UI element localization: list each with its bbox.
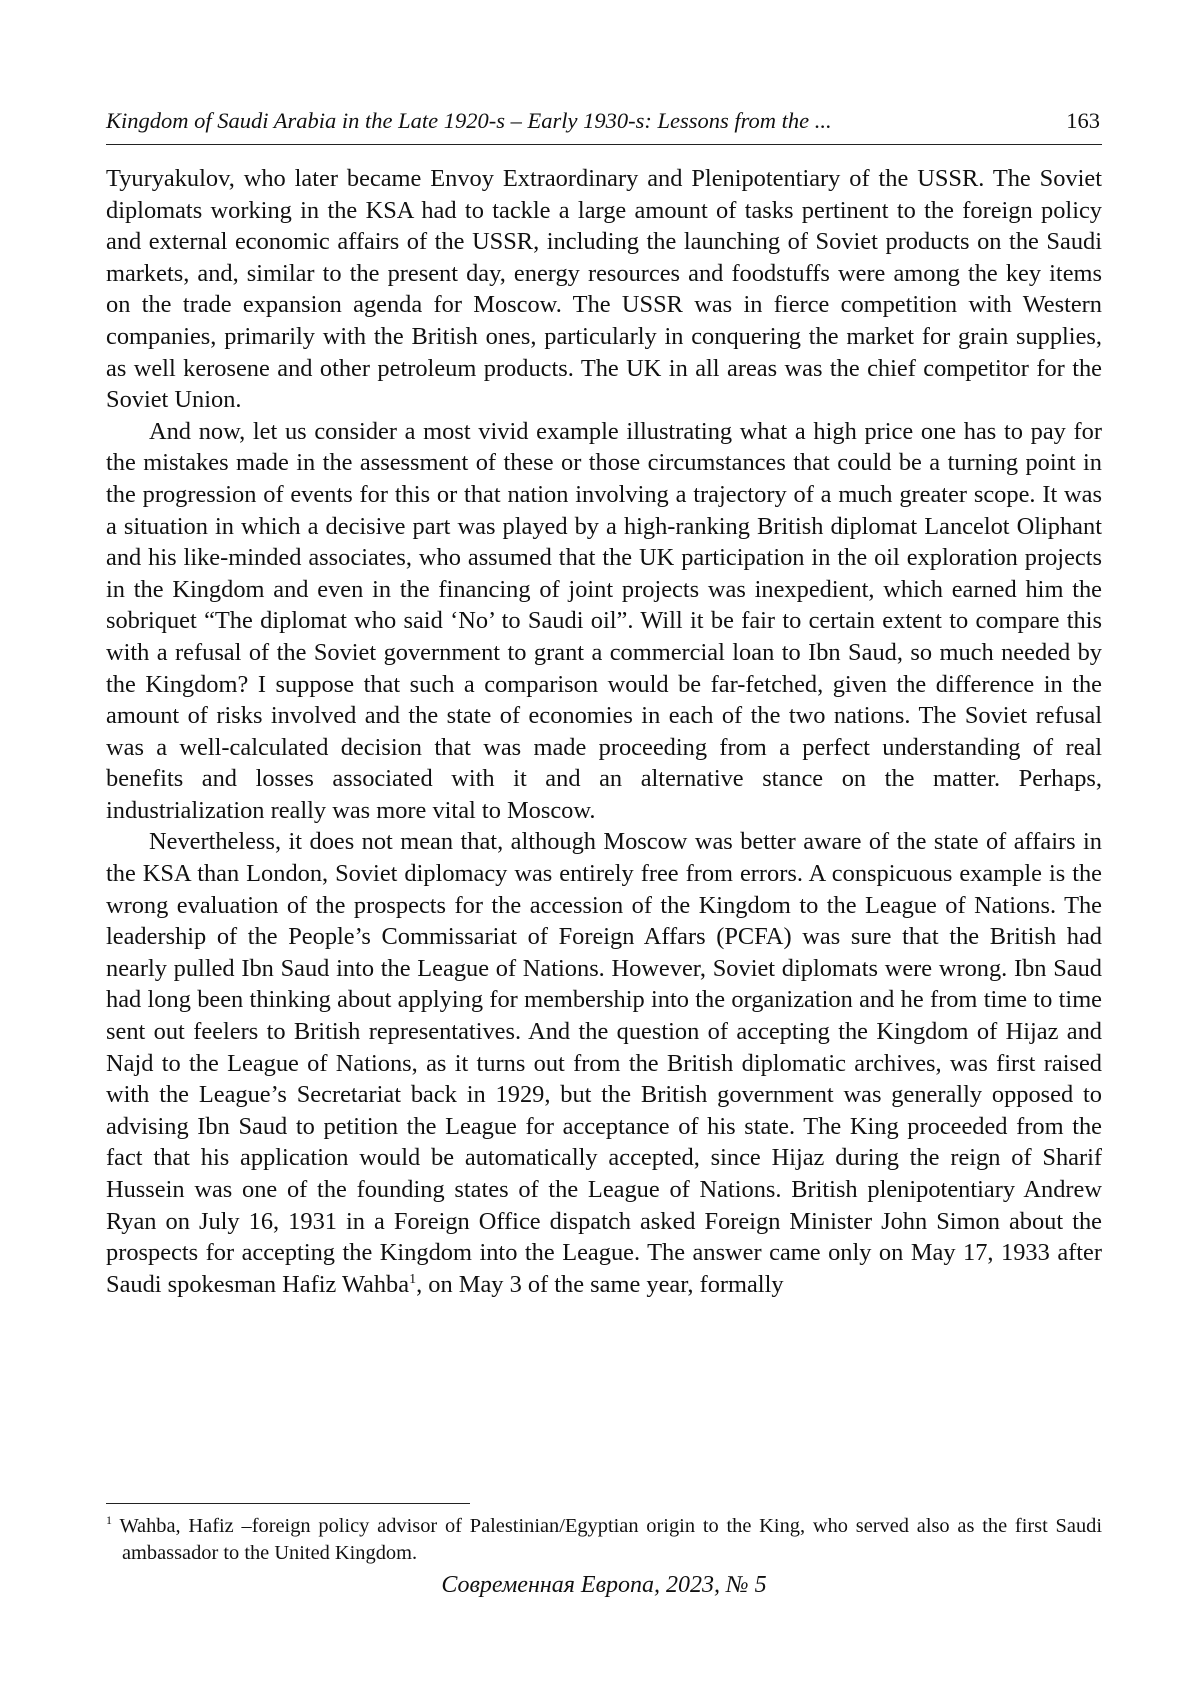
paragraph-3-text: Nevertheless, it does not mean that, although Moscow was better aware of the state of affairs in the KSA than London, Soviet diplomacy was entirely free from errors. A conspicuous example is the wrong evaluation of the prospects for the accession of the Kingdom to the League of Nations. The leadership of the People’s Commissariat of Foreign Affars (PCFA) was sure that the British had nearly pulled Ibn Saud into the League of Nations. However, Soviet diplomats were wrong. Ibn Saud had long been thinking about applying for membership into the organization and he from time to time sent out feelers to British representatives. And the question of accepting the Kingdom of Hijaz and Najd to the League of Nations, as it turns out from the British diplomatic archives, was first raised with the League’s Secretariat back in 1929, but the British government was generally opposed to advising Ibn Saud to petition the League for acceptance of his state. The King proceeded from the fact that his application would be automatically accepted, since Hijaz during the reign of Sharif Hussein was one of the founding states of the League of Nations. British plenipotentiary Andrew Ryan on July 16, 1931 in a Foreign Office dispatch asked Foreign Minister John Simon about the prospects for accepting the Kingdom into the League. The answer came only on May 17, 1933 after Saudi spokesman Hafiz Wahba (106, 828, 1102, 1298)
page-number: 163 (1066, 108, 1100, 133)
footnote-reference[interactable]: 1 (409, 1271, 417, 1287)
paragraph-3-tail: , on May 3 of the same year, formally (416, 1270, 784, 1298)
footnote-text: Wahba, Hafiz –foreign policy advisor of Palestinian/Egyptian origin to the King, who served also as the first Saudi ambassador to the United Kingdom. (119, 1515, 1103, 1564)
footnote (106, 1513, 1102, 1567)
page (106, 0, 1102, 1694)
footnote-separator (106, 1503, 470, 1504)
footnote-number: 1 (106, 1513, 112, 1528)
journal-footer: Современная Европа, 2023, № 5 (441, 1572, 767, 1598)
running-title: Kingdom of Saudi Arabia in the Late 1920-s – Early 1930-s: Lessons from the ... (106, 108, 832, 133)
running-header (106, 108, 1102, 145)
paragraph-3 (106, 826, 1102, 1300)
paragraph-1: Tyuryakulov, who later became Envoy Extraordinary and Plenipotentiary of the USSR. The Soviet diplomats working in the KSA had to tackle a large amount of tasks pertinent to the foreign policy and external economic affairs of the USSR, including the launching of Soviet products on the Saudi markets, and, similar to the present day, energy resources and foodstuffs were among the key items on the trade expansion agenda for Moscow. The USSR was in fierce competition with Western companies, primarily with the British ones, particularly in conquering the market for grain supplies, as well kerosene and other petroleum products. The UK in all areas was the chief competitor for the Soviet Union. (106, 165, 1102, 414)
paragraph-2: And now, let us consider a most vivid example illustrating what a high price one has to pay for the mistakes made in the assessment of these or those circumstances that could be a turning point in the progression of events for this or that nation involving a trajectory of a much greater scope. It was a situation in which a decisive part was played by a high-ranking British diplomat Lancelot Oliphant and his like-minded associates, who assumed that the UK participation in the oil exploration projects in the Kingdom and even in the financing of joint projects was inexpedient, which earned him the sobriquet “The diplomat who said ‘No’ to Saudi oil”. Will it be fair to certain extent to compare this with a refusal of the Soviet government to grant a commercial loan to Ibn Saud, so much needed by the Kingdom? I suppose that such a comparison would be far-fetched, given the difference in the amount of risks involved and the state of economies in each of the two nations. The Soviet refusal was a well-calculated decision that was made proceeding from a perfect understanding of real benefits and losses associated with it and an alternative stance on the matter. Perhaps, industrialization really was more vital to Moscow. (106, 417, 1102, 824)
article-body (106, 163, 1102, 1300)
